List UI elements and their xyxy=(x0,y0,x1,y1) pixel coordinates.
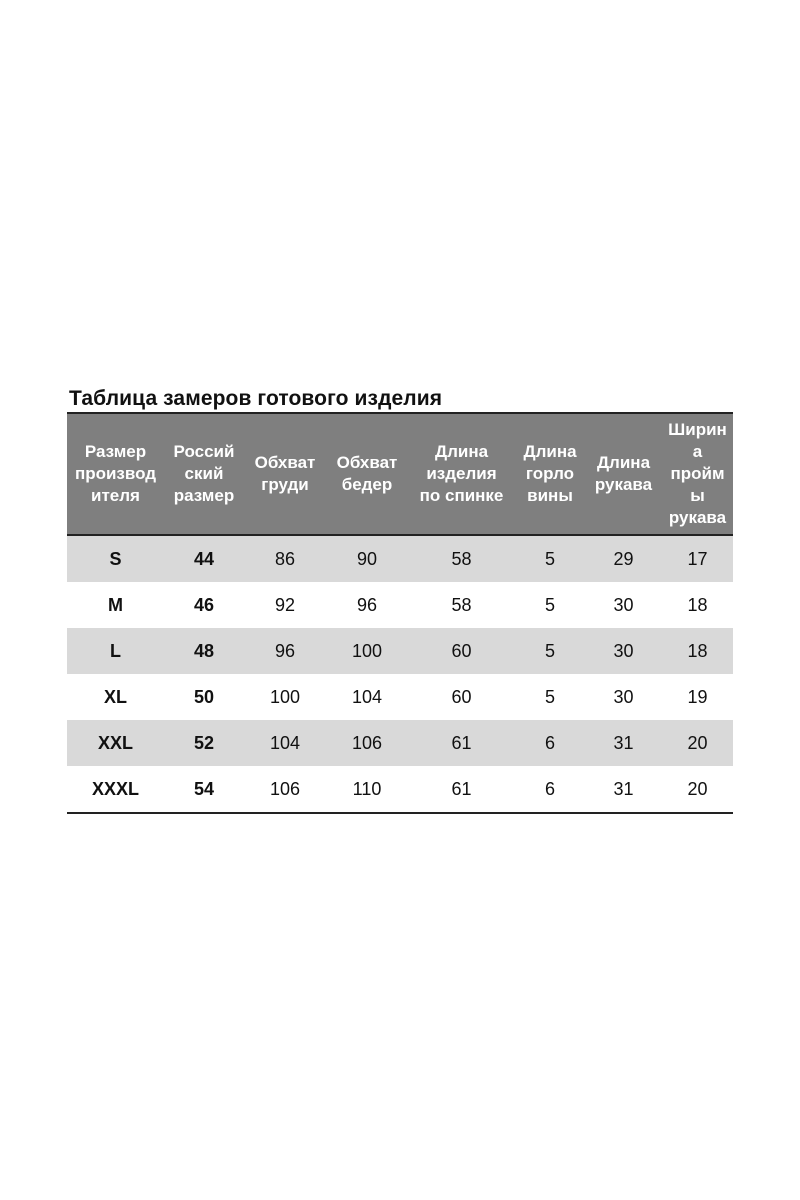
table-row xyxy=(67,628,733,674)
cell-hip-girth: 104 xyxy=(326,674,408,720)
header-label: Длина рукава xyxy=(594,453,653,494)
cell-back-length: 58 xyxy=(408,582,515,628)
size-table xyxy=(67,412,733,814)
cell-neck-length: 5 xyxy=(515,535,585,582)
cell-manufacturer-size: XXXL xyxy=(67,766,164,813)
cell-neck-length: 6 xyxy=(515,720,585,766)
cell-sleeve-length: 31 xyxy=(585,720,662,766)
cell-neck-length: 5 xyxy=(515,628,585,674)
cell-sleeve-length: 29 xyxy=(585,535,662,582)
cell-neck-length: 5 xyxy=(515,674,585,720)
table-body xyxy=(67,535,733,813)
header-label: Ширин а пройм ы рукава xyxy=(668,420,727,527)
cell-back-length: 61 xyxy=(408,766,515,813)
header-label: Россий ский размер xyxy=(173,442,235,505)
header-neck-length xyxy=(515,413,585,535)
cell-chest-girth: 86 xyxy=(244,535,326,582)
cell-armhole-width: 20 xyxy=(662,720,733,766)
table-row xyxy=(67,535,733,582)
cell-armhole-width: 17 xyxy=(662,535,733,582)
cell-chest-girth: 96 xyxy=(244,628,326,674)
cell-hip-girth: 110 xyxy=(326,766,408,813)
cell-neck-length: 5 xyxy=(515,582,585,628)
header-sleeve-length xyxy=(585,413,662,535)
cell-manufacturer-size: L xyxy=(67,628,164,674)
header-manufacturer-size xyxy=(67,413,164,535)
cell-sleeve-length: 30 xyxy=(585,674,662,720)
header-russian-size xyxy=(164,413,244,535)
document-title: Таблица замеров готового изделия xyxy=(69,387,443,410)
table-header xyxy=(67,413,733,535)
header-label: Размер производ ителя xyxy=(74,442,157,505)
header-label: Длина горло вины xyxy=(523,442,577,505)
cell-armhole-width: 18 xyxy=(662,582,733,628)
cell-armhole-width: 18 xyxy=(662,628,733,674)
cell-chest-girth: 104 xyxy=(244,720,326,766)
cell-manufacturer-size: S xyxy=(67,535,164,582)
cell-chest-girth: 92 xyxy=(244,582,326,628)
cell-manufacturer-size: XL xyxy=(67,674,164,720)
cell-russian-size: 46 xyxy=(164,582,244,628)
table-row xyxy=(67,674,733,720)
size-table-container xyxy=(67,412,733,814)
cell-back-length: 60 xyxy=(408,628,515,674)
header-chest-girth xyxy=(244,413,326,535)
cell-hip-girth: 106 xyxy=(326,720,408,766)
cell-back-length: 61 xyxy=(408,720,515,766)
header-label: Длина изделия по спинке xyxy=(419,442,504,505)
cell-armhole-width: 20 xyxy=(662,766,733,813)
cell-manufacturer-size: XXL xyxy=(67,720,164,766)
cell-chest-girth: 100 xyxy=(244,674,326,720)
cell-hip-girth: 96 xyxy=(326,582,408,628)
cell-sleeve-length: 30 xyxy=(585,628,662,674)
cell-manufacturer-size: M xyxy=(67,582,164,628)
cell-hip-girth: 100 xyxy=(326,628,408,674)
cell-russian-size: 44 xyxy=(164,535,244,582)
cell-sleeve-length: 31 xyxy=(585,766,662,813)
cell-chest-girth: 106 xyxy=(244,766,326,813)
cell-russian-size: 52 xyxy=(164,720,244,766)
cell-sleeve-length: 30 xyxy=(585,582,662,628)
cell-hip-girth: 90 xyxy=(326,535,408,582)
header-back-length xyxy=(408,413,515,535)
header-label: Обхват бедер xyxy=(336,453,398,494)
header-hip-girth xyxy=(326,413,408,535)
table-row xyxy=(67,582,733,628)
header-armhole-width xyxy=(662,413,733,535)
cell-russian-size: 54 xyxy=(164,766,244,813)
cell-neck-length: 6 xyxy=(515,766,585,813)
table-row xyxy=(67,720,733,766)
cell-russian-size: 50 xyxy=(164,674,244,720)
cell-russian-size: 48 xyxy=(164,628,244,674)
cell-armhole-width: 19 xyxy=(662,674,733,720)
header-label: Обхват груди xyxy=(254,453,316,494)
cell-back-length: 58 xyxy=(408,535,515,582)
cell-back-length: 60 xyxy=(408,674,515,720)
table-row xyxy=(67,766,733,813)
header-row xyxy=(67,413,733,535)
